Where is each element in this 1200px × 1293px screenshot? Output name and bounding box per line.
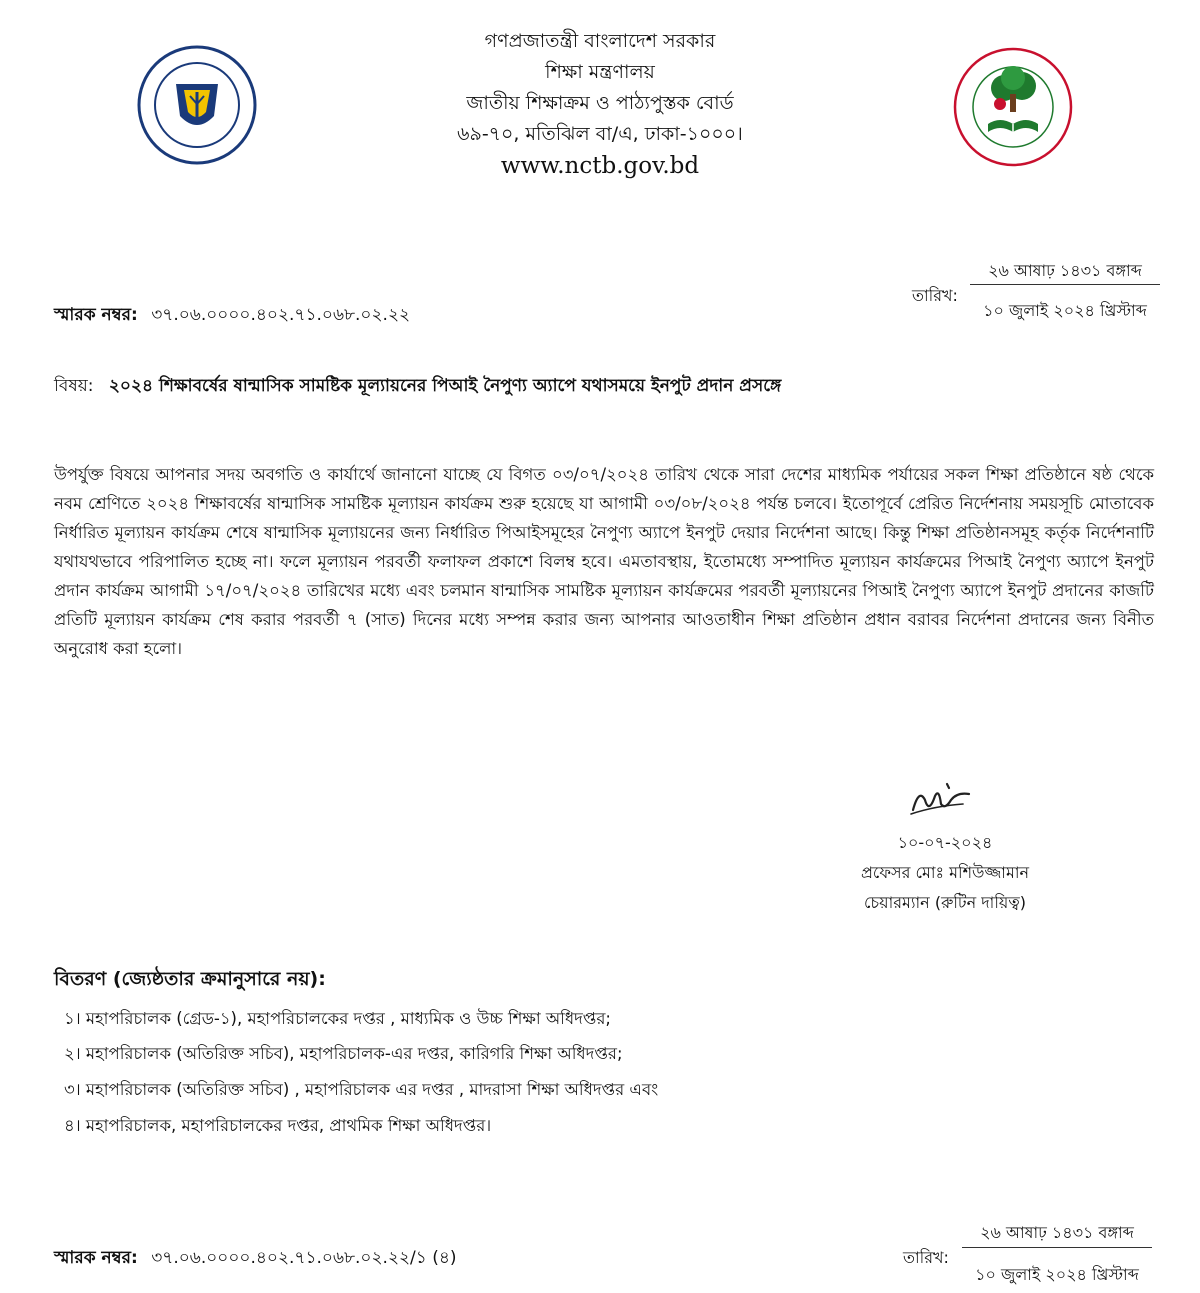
date-divider-2 xyxy=(962,1247,1152,1248)
distribution-item: ৩। মহাপরিচালক (অতিরিক্ত সচিব) , মহাপরিচালক এর দপ্তর , মাদরাসা শিক্ষা অধিদপ্তর এবং xyxy=(64,1080,659,1099)
signatory-designation: চেয়ারম্যান (রুটিন দায়িত্ব) xyxy=(864,893,1026,912)
memo-number-2: ৩৭.০৬.০০০০.৪০২.৭১.০৬৮.০২.২২/১ (৪) xyxy=(151,1248,457,1268)
memo-label-2: স্মারক নম্বর: xyxy=(54,1248,138,1268)
memo-label: স্মারক নম্বর: xyxy=(54,305,138,325)
body-paragraph: উপর্যুক্ত বিষয়ে আপনার সদয় অবগতি ও কার্যার্থে জানানো যাচ্ছে যে বিগত ০৩/০৭/২০২৪ তারিখ থেকে সারা দেশের মাধ্যমিক পর্যায়ের সকল শিক্ষা প্রতিষ্ঠানে ষষ্ঠ থেকে নবম শ্রেণিতে ২০২৪ শিক্ষাবর্ষের ষান্মাসিক সামষ্টিক মূল্যায়ন কার্যক্রম শুরু হয়েছে যা আগামী ০৩/০৮/২০২৪ পর্যন্ত চলবে। ইতোপূর্বে প্রেরিত নির্দেশনায় সময়সূচি মোতাবেক নির্ধারিত মূল্যায়ন কার্যক্রম শেষে ষান্মাসিক মূল্যায়নের জন্য নির্ধারিত পিআইসমূহের নৈপুণ্য অ্যাপে ইনপুট দেয়ার নির্দেশনা আছে। কিন্তু শিক্ষা প্রতিষ্ঠানসমূহ কর্তৃক নির্দেশনাটি যথাযথভাবে পরিপালিত হচ্ছে না। ফলে মূল্যায়ন পরবর্তী ফলাফল প্রকাশে বিলম্ব হবে। এমতাবস্থায়, ইতোমধ্যে সম্পাদিত মূল্যায়ন কার্যক্রমের পিআই নৈপুণ্য অ্যাপে ইনপুট প্রদান কার্যক্রম আগামী ১৭/০৭/২০২৪ তারিখের মধ্যে এবং চলমান ষান্মাসিক সামষ্টিক মূল্যায়ন কার্যক্রমের পরবর্তী মূল্যায়নের পিআই নৈপুণ্য অ্যাপে ইনপুট প্রদানের কাজটি প্রতিটি মূল্যায়ন কার্যক্রম শেষ করার পরবর্তী ৭ (সাত) দিনের মধ্যে সম্পন্ন করার জন্য আপনার আওতাধীন শিক্ষা প্রতিষ্ঠান প্রধান বরাবর নির্দেশনা প্রদানের জন্য বিনীত অনুরোধ করা হলো। xyxy=(54,465,1154,658)
subject-line xyxy=(54,373,1154,401)
board-address: ৬৯-৭০, মতিঝিল বা/এ, ঢাকা-১০০০। xyxy=(457,123,743,145)
memo-number-line-2 xyxy=(54,1245,457,1273)
ministry-name: শিক্ষা মন্ত্রণালয় xyxy=(545,61,655,83)
date-bangla-2: ২৬ আষাঢ় ১৪৩১ বঙ্গাব্দ xyxy=(980,1223,1134,1242)
board-website: www.nctb.gov.bd xyxy=(500,153,700,179)
memo-number: ৩৭.০৬.০০০০.৪০২.৭১.০৬৮.০২.২২ xyxy=(151,305,411,325)
government-name: গণপ্রজাতন্ত্রী বাংলাদেশ সরকার xyxy=(484,30,716,52)
signature-block xyxy=(800,770,1090,918)
memo-number-line xyxy=(54,302,410,330)
subject-text: ২০২৪ শিক্ষাবর্ষের ষান্মাসিক সামষ্টিক মূল্যায়নের পিআই নৈপুণ্য অ্যাপে যথাসময়ে ইনপুট প্রদান প্রসঙ্গে xyxy=(108,376,782,396)
distribution-item: ৪। মহাপরিচালক, মহাপরিচালকের দপ্তর, প্রাথমিক শিক্ষা অধিদপ্তর। xyxy=(64,1116,492,1135)
letterhead xyxy=(0,26,1200,182)
board-name: জাতীয় শিক্ষাক্রম ও পাঠ্যপুস্তক বোর্ড xyxy=(466,92,734,114)
date-english-2: ১০ জুলাই ২০২৪ খ্রিস্টাব্দ xyxy=(975,1265,1139,1284)
distribution-item: ২। মহাপরিচালক (অতিরিক্ত সচিব), মহাপরিচালক-এর দপ্তর, কারিগরি শিক্ষা অধিদপ্তর; xyxy=(64,1044,623,1063)
subject-label: বিষয়: xyxy=(54,376,94,396)
date-english: ১০ জুলাই ২০২৪ খ্রিস্টাব্দ xyxy=(983,301,1147,320)
distribution-title: বিতরণ (জ্যেষ্ঠতার ক্রমানুসারে নয়): xyxy=(54,968,326,990)
date-label: তারিখ: xyxy=(912,286,958,305)
handwritten-signature-icon xyxy=(885,770,1005,828)
signature-image xyxy=(800,770,1090,828)
distribution-item: ১। মহাপরিচালক (গ্রেড-১), মহাপরিচালকের দপ্তর , মাধ্যমিক ও উচ্চ শিক্ষা অধিদপ্তর; xyxy=(64,1009,611,1028)
date-divider xyxy=(970,284,1160,285)
date-bangla: ২৬ আষাঢ় ১৪৩১ বঙ্গাব্দ xyxy=(988,261,1142,280)
date-label-2: তারিখ: xyxy=(903,1248,949,1267)
signature-date: ১০-০৭-২০২৪ xyxy=(897,833,993,852)
signatory-name: প্রফেসর মোঃ মশিউজ্জামান xyxy=(860,863,1030,882)
